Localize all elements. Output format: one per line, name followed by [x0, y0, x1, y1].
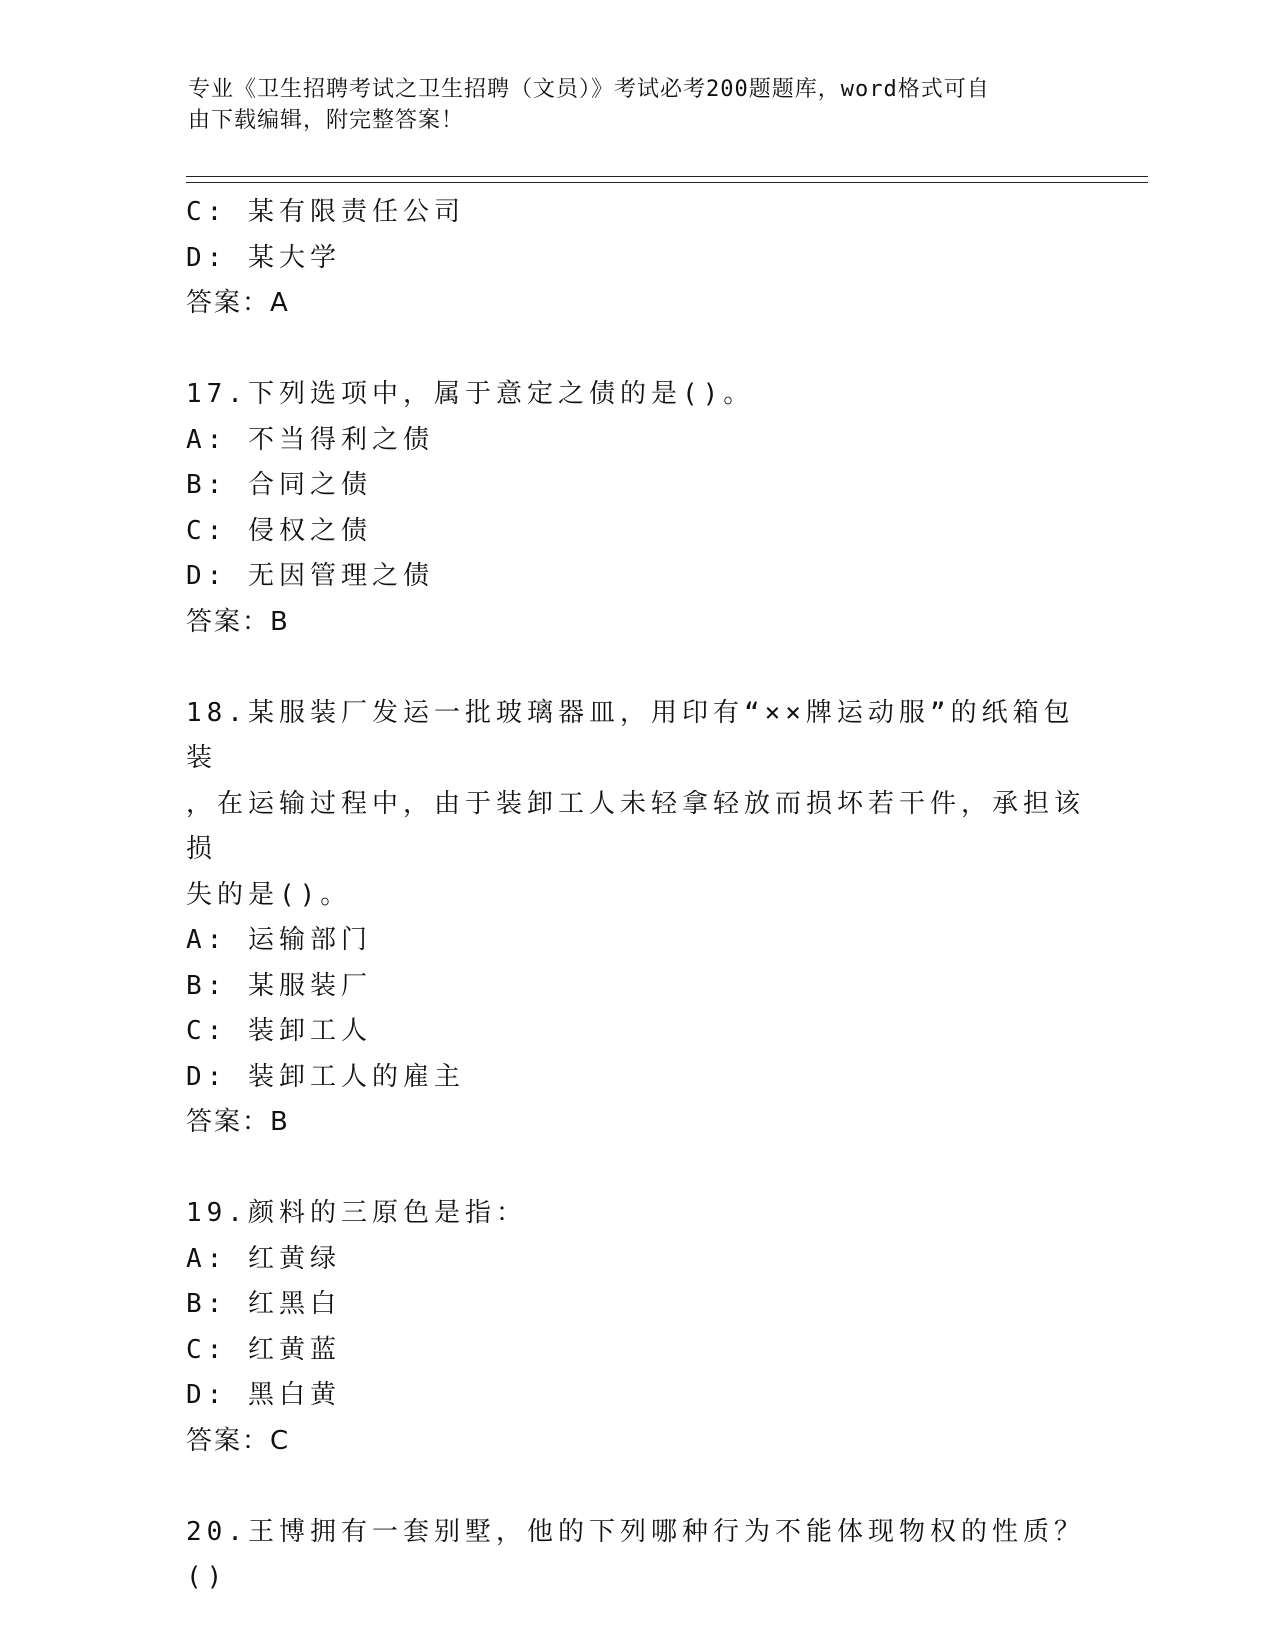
answer: 答案：A [186, 288, 290, 318]
header-line-2: 由下载编辑，附完整答案！ [188, 108, 465, 133]
question-prev-tail [186, 190, 1086, 327]
option-c: C: 侵权之债 [186, 515, 372, 546]
option-b: B: 红黑白 [186, 1289, 341, 1319]
question-stem: 17.下列选项中，属于意定之债的是()。 [186, 379, 755, 409]
question-stem-line-1: 18.某服装厂发运一批玻璃器皿，用印有“××牌运动服”的纸箱包装 [186, 697, 1075, 773]
answer: 答案：B [186, 1107, 290, 1137]
header-divider-bottom [186, 182, 1148, 183]
option-d: D: 黑白黄 [186, 1380, 341, 1410]
option-c: C: 红黄蓝 [186, 1334, 341, 1365]
answer: 答案：B [186, 606, 290, 637]
option-a: A: 不当得利之债 [186, 424, 434, 455]
document-header [188, 74, 1068, 136]
question-20 [186, 1510, 1086, 1601]
question-stem: 20.王博拥有一套别墅，他的下列哪种行为不能体现物权的性质？() [186, 1516, 1085, 1592]
option-c: C: 装卸工人 [186, 1016, 372, 1046]
option-d: D: 装卸工人的雇主 [186, 1061, 465, 1092]
answer: 答案：C [186, 1425, 291, 1456]
question-19 [186, 1191, 1086, 1464]
option-b: B: 某服装厂 [186, 970, 372, 1001]
option-a: A: 运输部门 [186, 925, 372, 955]
option-b: B: 合同之债 [186, 470, 372, 500]
question-stem-line-3: 失的是()。 [186, 879, 352, 910]
header-divider-top [186, 176, 1148, 177]
question-list [186, 190, 1086, 1601]
header-line-1: 专业《卫生招聘考试之卫生招聘（文员）》考试必考200题题库，word格式可自 [188, 77, 990, 102]
option-d: D: 无因管理之债 [186, 561, 434, 591]
question-17 [186, 372, 1086, 645]
question-stem: 19.颜料的三原色是指： [186, 1198, 527, 1228]
option-c: C: 某有限责任公司 [186, 197, 465, 227]
option-a: A: 红黄绿 [186, 1243, 341, 1274]
option-d: D: 某大学 [186, 242, 341, 273]
question-18 [186, 691, 1086, 1146]
question-stem-line-2: ，在运输过程中，由于装卸工人未轻拿轻放而损坏若干件，承担该损 [186, 788, 1086, 864]
